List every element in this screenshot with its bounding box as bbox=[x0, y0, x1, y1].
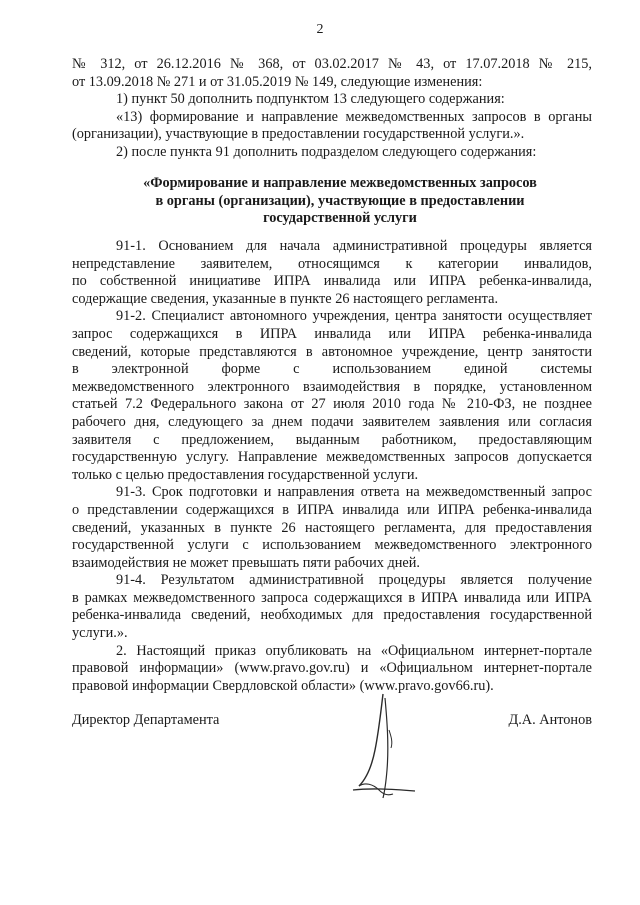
paragraph-line: правовой информации» (www.pravo.gov.ru) и «Официальном интернет-портале bbox=[72, 660, 592, 677]
amendment-item-1: 1) пункт 50 дополнить подпунктом 13 следующего содержания: bbox=[116, 91, 505, 108]
paragraph-line: 91-4. Результатом административной процедуры является получение bbox=[116, 572, 592, 589]
section-body bbox=[72, 238, 592, 695]
paragraph-line: непредставление заявителем, относящимся к категории инвалидов, bbox=[72, 255, 592, 272]
paragraph-line: в электронной форме с использованием единой системы bbox=[72, 361, 592, 378]
section-heading bbox=[120, 175, 560, 228]
intro-line: № 312, от 26.12.2016 № 368, от 03.02.2017 № 43, от 17.07.2018 № 215, bbox=[72, 56, 592, 72]
paragraph-line: правовой информации Свердловской области» (www.pravo.gov66.ru). bbox=[72, 677, 494, 694]
amendment-text-line: (организации), участвующие в предоставлении государственной услуги.». bbox=[72, 126, 525, 143]
paragraph-line: только с целью предоставления государственной услуги. bbox=[72, 466, 419, 483]
intro-block bbox=[72, 56, 592, 162]
paragraph-line: заявителя с предложением, выданным работником, предоставляющим bbox=[72, 431, 592, 448]
paragraph-2-publish bbox=[72, 643, 592, 696]
paragraph-91-1 bbox=[72, 238, 592, 308]
heading-line: в органы (организации), участвующие в предоставлении bbox=[155, 192, 525, 209]
heading-line: государственной услуги bbox=[263, 210, 417, 227]
paragraph-line: о представлении содержащихся в ИПРА инвалида или ИПРА ребенка-инвалида bbox=[72, 501, 592, 518]
paragraph-line: 2. Настоящий приказ опубликовать на «Официальном интернет-портале bbox=[116, 642, 592, 659]
signatory-position: Директор Департамента bbox=[72, 712, 220, 728]
paragraph-line: по собственной инициативе ИПРА инвалида или ИПРА ребенка-инвалида, bbox=[72, 273, 592, 290]
paragraph-line: государственной услуги с использованием межведомственного электронного bbox=[72, 537, 592, 554]
amendment-item-2: 2) после пункта 91 дополнить подразделом следующего содержания: bbox=[116, 143, 537, 160]
handwritten-signature bbox=[345, 690, 425, 810]
paragraph-91-2 bbox=[72, 308, 592, 484]
paragraph-line: взаимодействия не может превышать пяти рабочих дней. bbox=[72, 554, 420, 571]
intro-line: от 13.09.2018 № 271 и от 31.05.2019 № 149, следующие изменения: bbox=[72, 73, 483, 90]
paragraph-line: ребенка-инвалида сведений, необходимых для предоставления государственной bbox=[72, 607, 592, 624]
paragraph-line: межведомственного электронного взаимодействия в порядке, установленном bbox=[72, 378, 592, 395]
paragraph-line: сведений, указанных в пункте 26 настоящего регламента, для предоставления bbox=[72, 519, 592, 536]
signatory-name: Д.А. Антонов bbox=[508, 712, 592, 728]
paragraph-line: рабочего дня, следующего за днем подачи заявителем заявления или согласия bbox=[72, 413, 592, 430]
heading-line: «Формирование и направление межведомственных запросов bbox=[143, 175, 537, 191]
paragraph-line: 91-1. Основанием для начала административной процедуры является bbox=[116, 238, 592, 254]
paragraph-line: государственную услугу. Направление межведомственных запросов допускается bbox=[72, 449, 592, 466]
paragraph-line: услуги.». bbox=[72, 625, 128, 642]
paragraph-line: 91-2. Специалист автономного учреждения, центра занятости осуществляет bbox=[116, 308, 592, 325]
paragraph-line: 91-3. Срок подготовки и направления ответа на межведомственный запрос bbox=[116, 484, 592, 501]
paragraph-91-4 bbox=[72, 572, 592, 642]
paragraph-line: содержащие сведения, указанные в пункте 26 настоящего регламента. bbox=[72, 290, 499, 307]
paragraph-line: сведений, которые представляются в автономное учреждение, центр занятости bbox=[72, 343, 592, 360]
paragraph-line: запрос содержащихся в ИПРА инвалида или ИПРА ребенка-инвалида bbox=[72, 325, 592, 342]
amendment-text-line: «13) формирование и направление межведомственных запросов в органы bbox=[116, 108, 592, 125]
paragraph-line: статьей 7.2 Федерального закона от 27 июля 2010 года № 210-ФЗ, не позднее bbox=[72, 396, 592, 413]
paragraph-91-3 bbox=[72, 484, 592, 572]
paragraph-line: в рамках межведомственного запроса содержащихся в ИПРА инвалида или ИПРА bbox=[72, 589, 592, 606]
page-number: 2 bbox=[316, 22, 324, 37]
